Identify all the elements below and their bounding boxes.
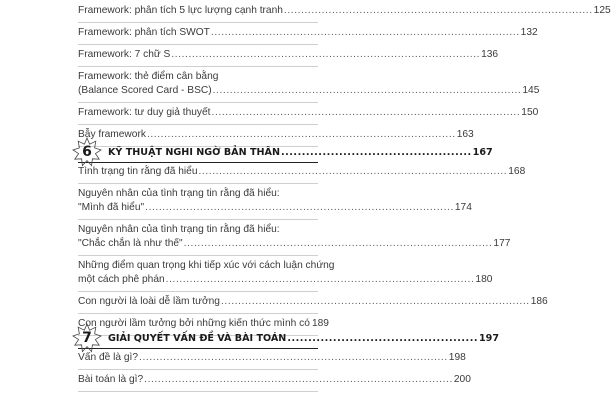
toc-entry-title: Framework: tư duy giả thuyết: [78, 107, 211, 118]
chapter-entries: [78, 165, 548, 336]
chapter-title-row: [108, 332, 500, 344]
toc-entry-page: 198: [448, 352, 466, 363]
leader-dots: ..........................................................................................: [139, 352, 448, 363]
toc-entry-title: Bài toán là gì?: [78, 374, 144, 385]
toc-entry: [78, 103, 539, 125]
chapter-number: 6: [82, 144, 92, 160]
toc-entry: [78, 351, 466, 370]
toc-entry-title: Vấn đề là gì?: [78, 352, 139, 363]
chapter-heading: [78, 142, 493, 163]
toc-chapter-6: [78, 142, 548, 336]
leader-dots: ..........................................................................................: [198, 166, 508, 177]
toc-entry-page: 136: [481, 49, 499, 60]
chapter-number: 7: [82, 330, 92, 346]
toc-entry: [78, 184, 472, 220]
leader-dots: ..........................................................................................: [220, 296, 530, 307]
toc-entry: [78, 45, 499, 67]
toc-entry-title: Framework: phân tích SWOT: [78, 27, 210, 38]
toc-entry: [78, 23, 538, 45]
toc-entry-title: Con người lầm tưởng bởi những kiến thức mình có: [78, 318, 310, 329]
toc-entry-title: (Balance Scored Card - BSC): [78, 85, 212, 96]
toc-entry: [78, 256, 493, 292]
toc-entry-title-line: Framework: thẻ điểm cân bằng: [78, 71, 219, 82]
chapter-title: KỸ THUẬT NGHI NGỜ BẢN THÂN: [108, 146, 280, 158]
chapter-page: 197: [479, 332, 500, 344]
leader-dots: ..............................................: [287, 332, 478, 344]
toc-entry-title: Bẫy framework: [78, 129, 146, 140]
toc-entry-title: Framework: phân tích 5 lực lượng cạnh tranh: [78, 5, 283, 16]
toc-entry-page: 168: [508, 166, 526, 177]
leader-dots: ..........................................................................................: [212, 85, 522, 96]
toc-entry-title: Tình trạng tin rằng đã hiểu: [78, 166, 198, 177]
toc-entry-page: 163: [456, 129, 474, 140]
toc-entry: [78, 67, 540, 103]
toc-entry-page: 186: [530, 296, 548, 307]
toc-entry-page: 145: [522, 85, 540, 96]
leader-dots: ..........................................................................................: [144, 374, 453, 385]
toc-entry-page: 200: [453, 374, 471, 385]
toc-entry-page: 177: [493, 238, 511, 249]
toc-entry-title: "Chắc chắn là như thế": [78, 238, 183, 249]
leader-dots: ..........................................................................................: [211, 107, 521, 118]
leader-dots: ..........................................................................................: [146, 129, 456, 140]
toc-chapter-7: [78, 328, 500, 392]
toc-entry-title-line: Nguyên nhân của tình trạng tin rằng đã hiểu:: [78, 224, 280, 235]
chapter-number-badge: [72, 137, 102, 167]
toc-entry-page: 132: [520, 27, 538, 38]
toc-entry-title: Con người là loài dễ lầm tưởng: [78, 296, 220, 307]
leader-dots: ..........................................................................................: [145, 202, 454, 213]
toc-entry: [78, 4, 611, 23]
toc-entry-page: 174: [454, 202, 472, 213]
toc-entry-page: 125: [593, 5, 611, 16]
chapter-number-badge: [72, 323, 102, 353]
toc-entry: [78, 165, 526, 184]
chapter-entries: [78, 351, 471, 392]
toc-section-continued: [78, 4, 611, 147]
chapter-page: 167: [472, 146, 493, 158]
toc-entry: [78, 220, 511, 256]
toc-entry-page: 189: [311, 318, 329, 329]
leader-dots: ..........................................................................................: [171, 49, 481, 60]
leader-dots: ..........................................................................................: [165, 274, 475, 285]
toc-entry: [78, 370, 471, 392]
toc-entry-title: một cách phê phán: [78, 274, 165, 285]
toc-entry-title: Framework: 7 chữ S: [78, 49, 171, 60]
toc-entry-title-line: Những điểm quan trọng khi tiếp xúc với cách luận chứng: [78, 260, 335, 271]
toc-entry-page: 180: [475, 274, 493, 285]
leader-dots: ..........................................................................................: [283, 5, 593, 16]
toc-entry-title: "Mình đã hiểu": [78, 202, 145, 213]
toc-entry-title-line: Nguyên nhân của tình trạng tin rằng đã hiểu:: [78, 188, 280, 199]
toc-entry-page: 150: [521, 107, 539, 118]
toc-entry: [78, 292, 548, 314]
leader-dots: ..........................................................................................: [210, 27, 520, 38]
chapter-title-row: [108, 146, 493, 158]
chapter-title: GIẢI QUYẾT VẤN ĐỀ VÀ BÀI TOÁN: [108, 332, 287, 344]
leader-dots: ..............................................: [281, 146, 472, 158]
leader-dots: ..........................................................................................: [183, 238, 493, 249]
chapter-heading: [78, 328, 500, 349]
